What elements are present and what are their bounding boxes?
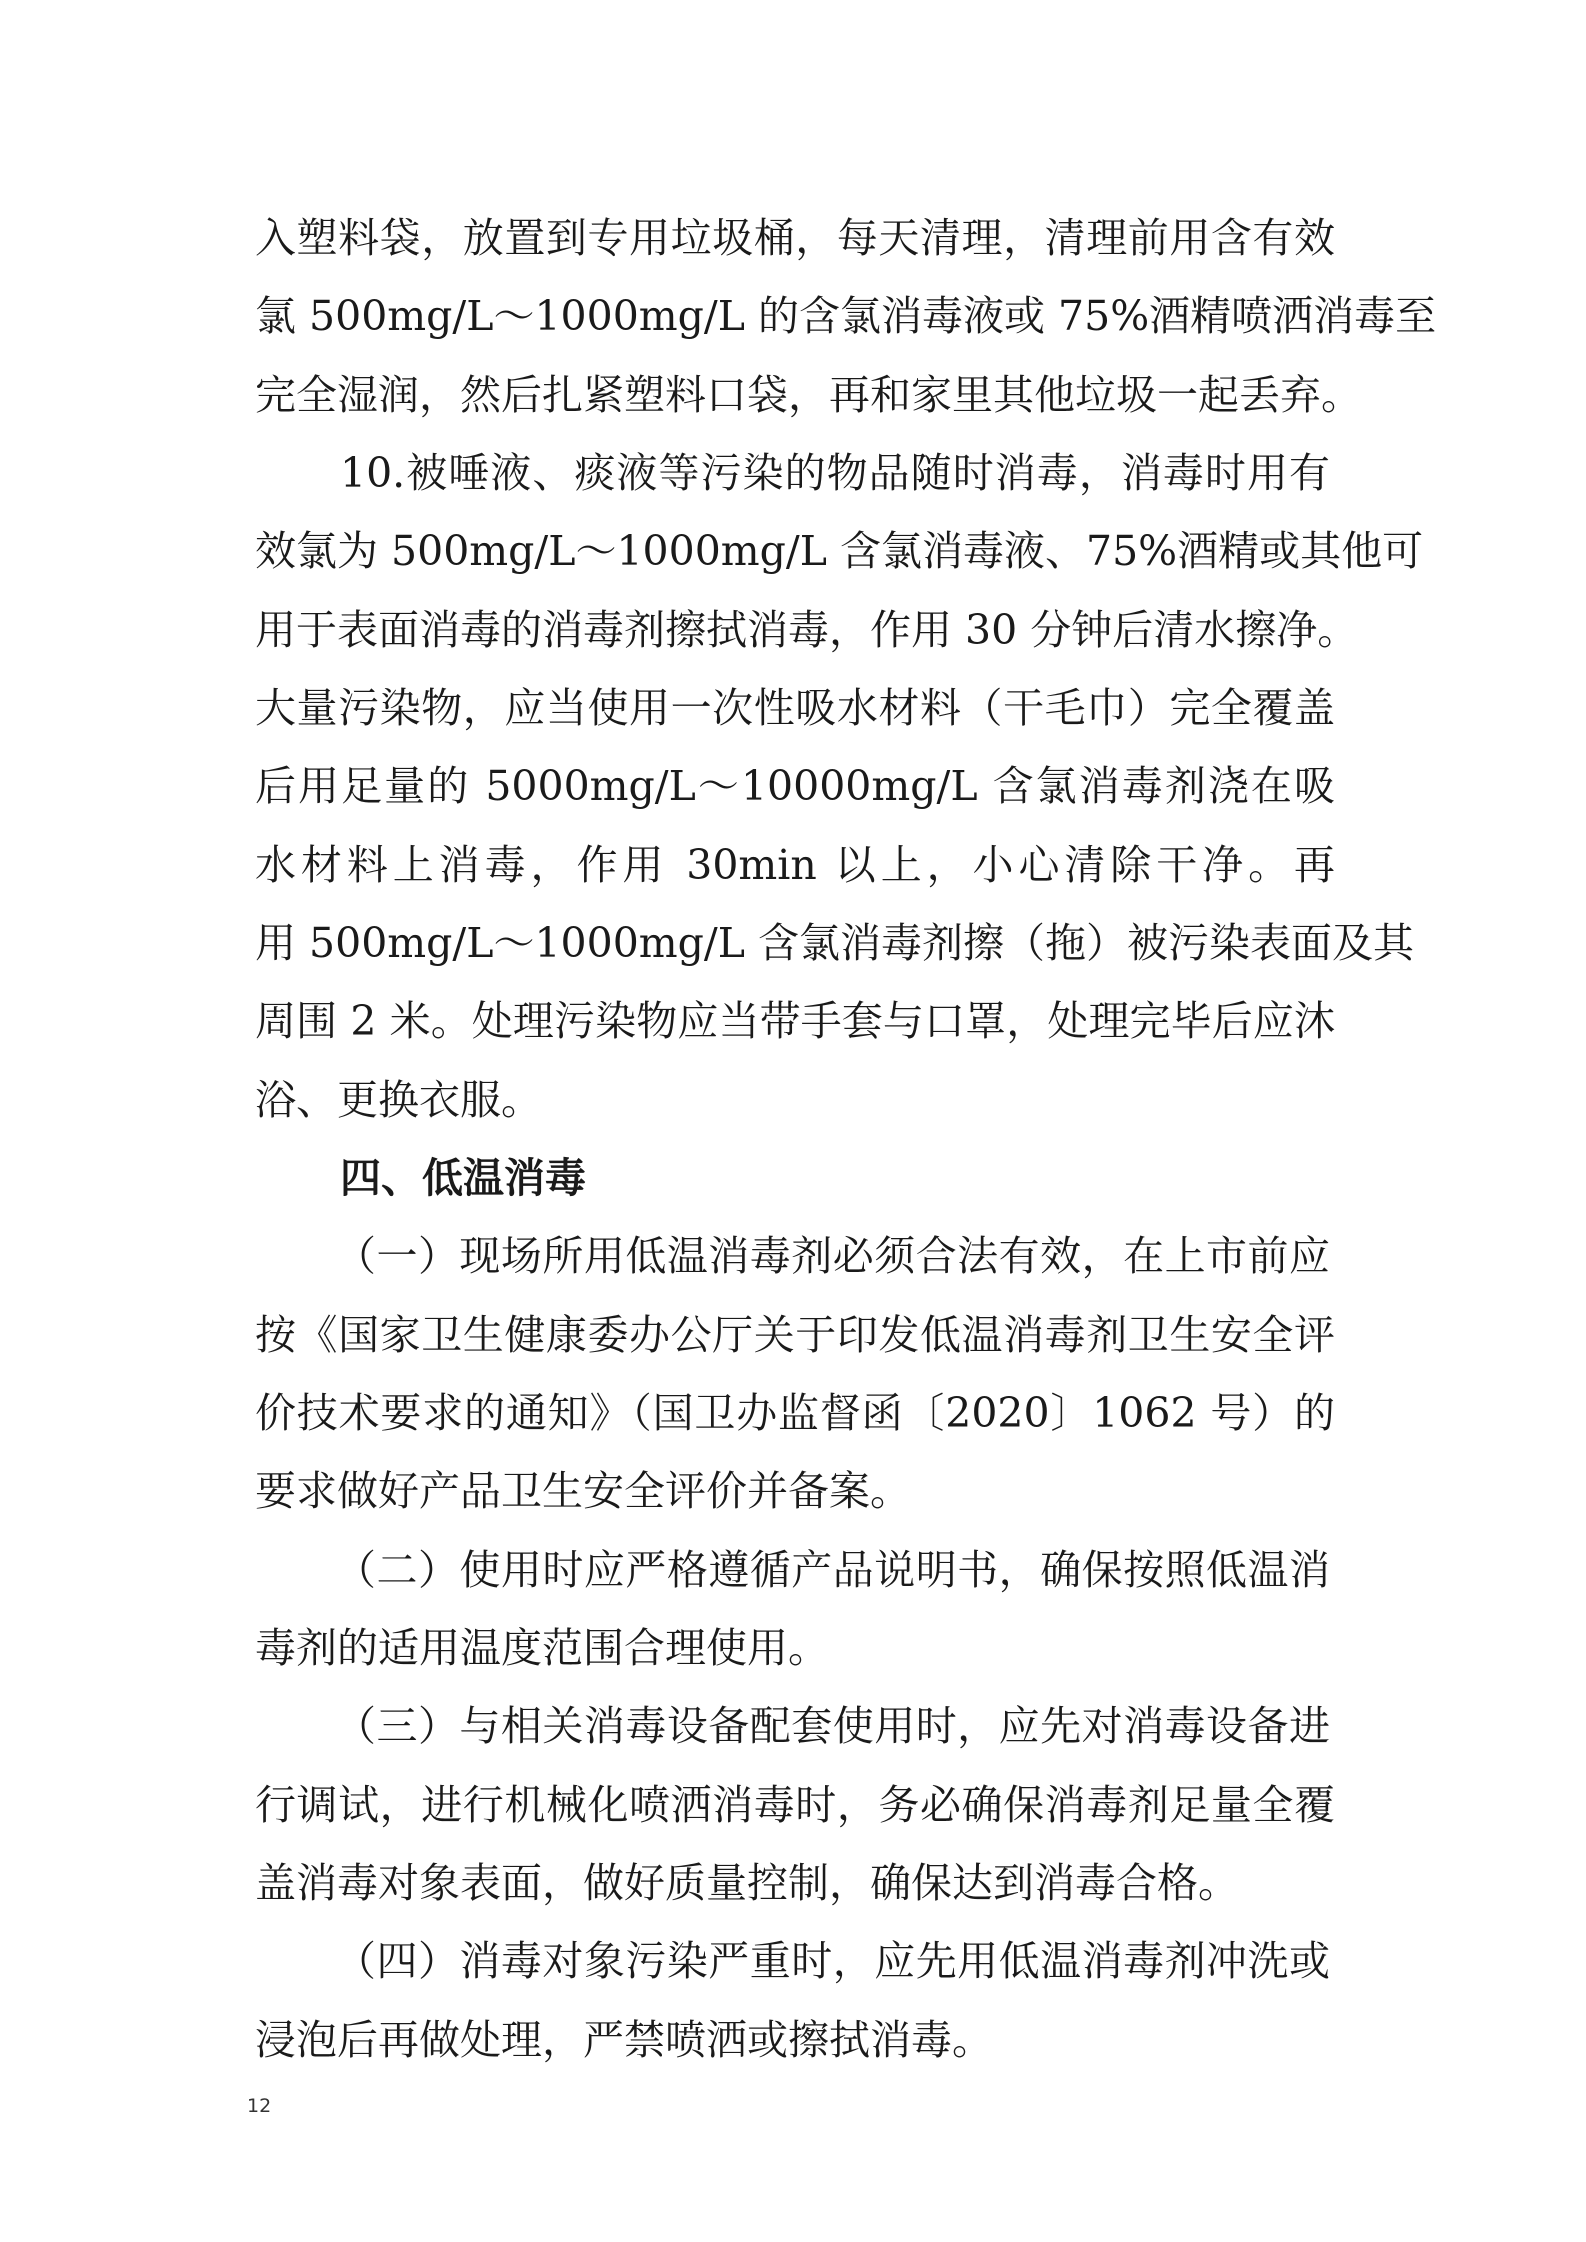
text-line: 后用足量的 5000mg/L～10000mg/L 含氯消毒剂浇在吸	[255, 762, 1335, 810]
text-line: 氯 500mg/L～1000mg/L 的含氯消毒液或 75%酒精喷洒消毒至	[255, 292, 1437, 340]
text-line: 行调试，进行机械化喷洒消毒时，务必确保消毒剂足量全覆	[255, 1781, 1335, 1829]
text-line: 要求做好产品卫生安全评价并备案。	[255, 1467, 911, 1515]
text-line: 浸泡后再做处理，严禁喷洒或擦拭消毒。	[255, 2016, 993, 2064]
text-line: （一）现场所用低温消毒剂必须合法有效，在上市前应	[335, 1232, 1330, 1280]
text-line: 价技术要求的通知》（国卫办监督函〔2020〕1062 号）的	[255, 1389, 1335, 1437]
text-line: （二）使用时应严格遵循产品说明书，确保按照低温消	[335, 1546, 1330, 1594]
page-number: 12	[247, 2095, 272, 2117]
text-line: 浴、更换衣服。	[255, 1076, 542, 1124]
text-line: 入塑料袋，放置到专用垃圾桶，每天清理，清理前用含有效	[255, 214, 1335, 262]
section-heading: 四、低温消毒	[340, 1154, 586, 1202]
text-line: 用于表面消毒的消毒剂擦拭消毒，作用 30 分钟后清水擦净。	[255, 606, 1359, 654]
text-line: 周围 2 米。处理污染物应当带手套与口罩，处理完毕后应沐	[255, 997, 1335, 1045]
text-line: 按《国家卫生健康委办公厅关于印发低温消毒剂卫生安全评	[255, 1311, 1335, 1359]
text-line: 10.被唾液、痰液等污染的物品随时消毒，消毒时用有	[340, 449, 1330, 497]
text-line: 完全湿润，然后扎紧塑料口袋，再和家里其他垃圾一起丢弃。	[255, 371, 1362, 419]
text-line: 用 500mg/L～1000mg/L 含氯消毒剂擦（拖）被污染表面及其	[255, 919, 1414, 967]
text-line: 盖消毒对象表面，做好质量控制，确保达到消毒合格。	[255, 1859, 1239, 1907]
text-line: （四）消毒对象污染严重时，应先用低温消毒剂冲洗或	[335, 1937, 1330, 1985]
text-line: 水材料上消毒，作用 30min 以上，小心清除干净。再	[255, 841, 1335, 889]
text-line: 效氯为 500mg/L～1000mg/L 含氯消毒液、75%酒精或其他可	[255, 527, 1424, 575]
text-line: 毒剂的适用温度范围合理使用。	[255, 1624, 829, 1672]
text-line: 大量污染物，应当使用一次性吸水材料（干毛巾）完全覆盖	[255, 684, 1335, 732]
text-line: （三）与相关消毒设备配套使用时，应先对消毒设备进	[335, 1702, 1330, 1750]
